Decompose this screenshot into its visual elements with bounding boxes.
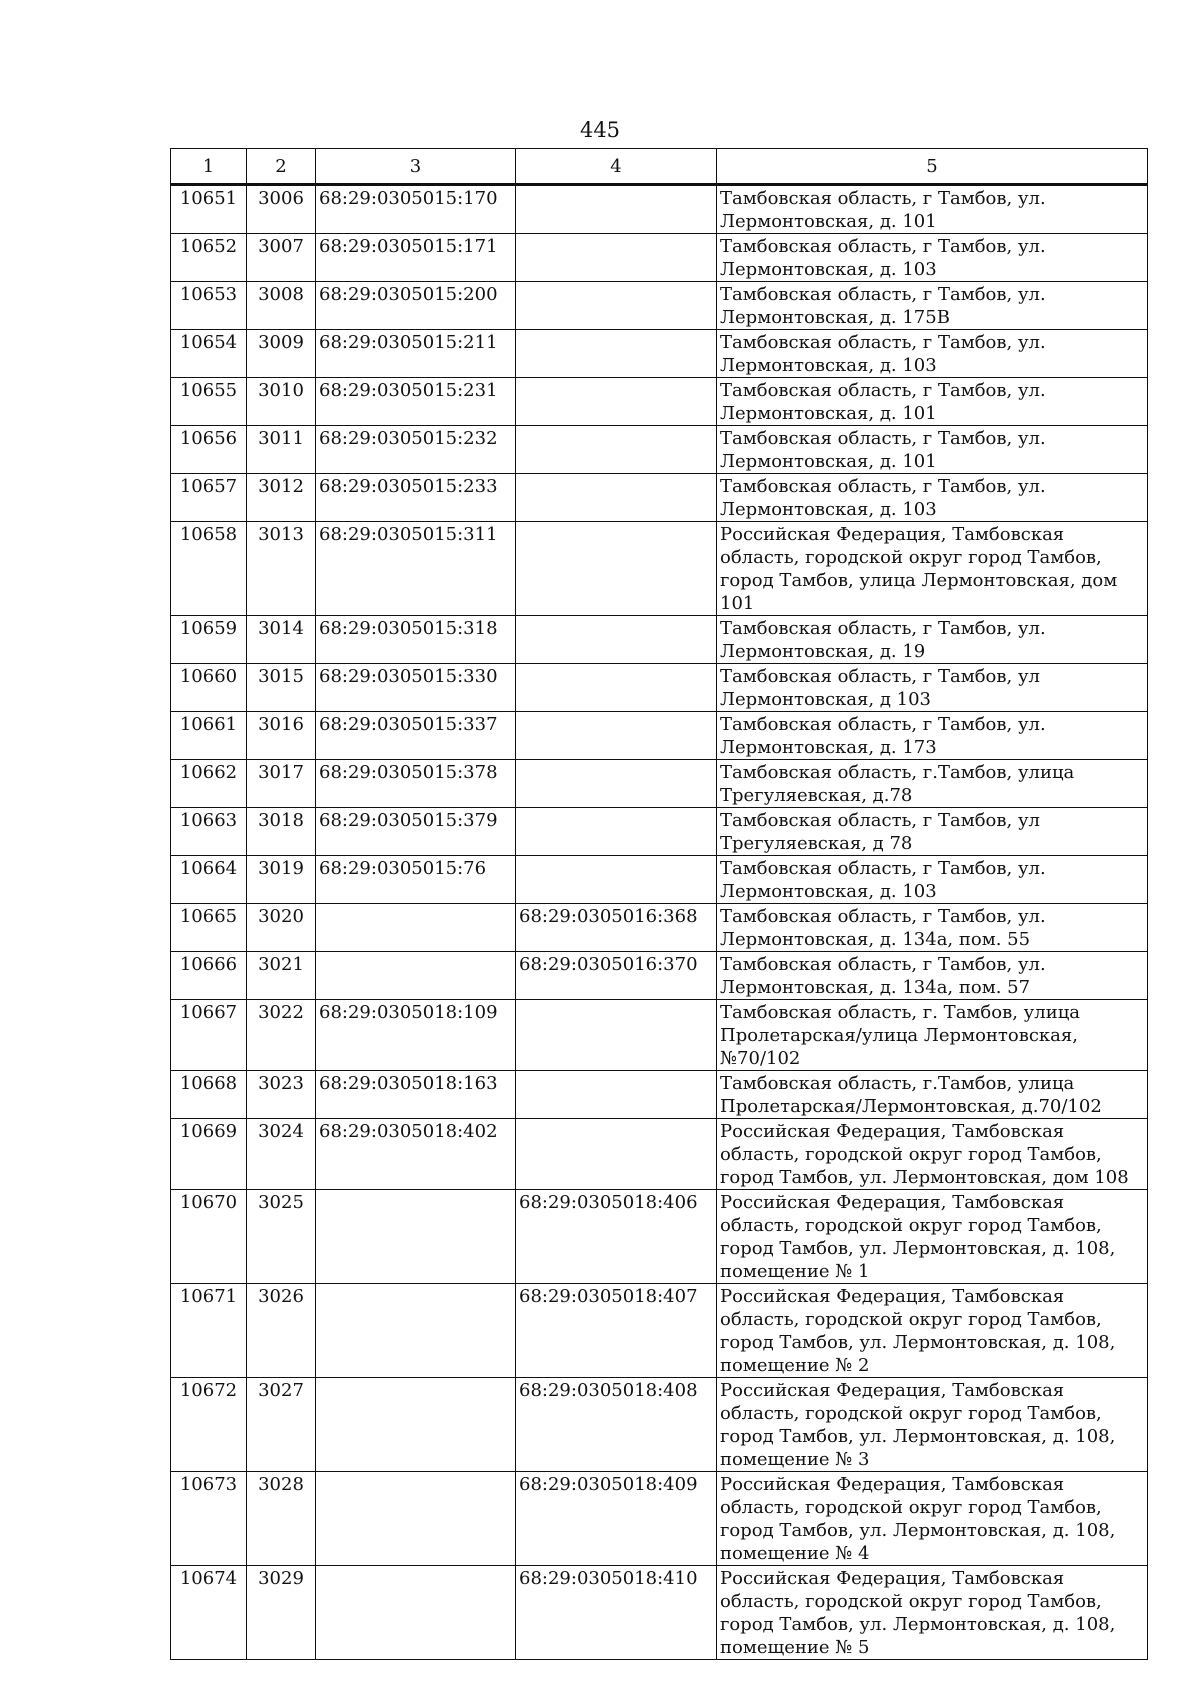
row-number: 10653 xyxy=(171,282,247,330)
row-number: 10667 xyxy=(171,1000,247,1071)
address: Тамбовская область, г Тамбов, ул. Лермонтовская, д. 175В xyxy=(717,282,1148,330)
table-row xyxy=(171,1284,1148,1378)
cadastral-number-premises: 68:29:0305018:407 xyxy=(516,1284,717,1378)
cadastral-number-premises xyxy=(516,185,717,234)
row-number: 10664 xyxy=(171,856,247,904)
object-number: 3018 xyxy=(247,808,316,856)
row-number: 10651 xyxy=(171,185,247,234)
cadastral-number-land xyxy=(316,904,516,952)
row-number: 10666 xyxy=(171,952,247,1000)
object-number: 3017 xyxy=(247,760,316,808)
table-row xyxy=(171,712,1148,760)
cadastral-number-land xyxy=(316,1472,516,1566)
object-number: 3027 xyxy=(247,1378,316,1472)
table-row xyxy=(171,616,1148,664)
table-row xyxy=(171,856,1148,904)
table-row xyxy=(171,1000,1148,1071)
column-header-2: 2 xyxy=(247,149,316,185)
row-number: 10665 xyxy=(171,904,247,952)
object-number: 3021 xyxy=(247,952,316,1000)
page-number: 445 xyxy=(579,118,621,142)
row-number: 10669 xyxy=(171,1119,247,1190)
cadastral-number-premises xyxy=(516,378,717,426)
row-number: 10660 xyxy=(171,664,247,712)
cadastral-number-premises xyxy=(516,474,717,522)
object-number: 3020 xyxy=(247,904,316,952)
table-header xyxy=(171,149,1148,185)
address: Тамбовская область, г Тамбов, ул. Лермонтовская, д. 101 xyxy=(717,426,1148,474)
address: Тамбовская область, г Тамбов, ул. Лермонтовская, д. 101 xyxy=(717,185,1148,234)
table-row xyxy=(171,664,1148,712)
object-number: 3013 xyxy=(247,522,316,616)
table-row xyxy=(171,426,1148,474)
cadastral-number-land: 68:29:0305015:311 xyxy=(316,522,516,616)
object-number: 3008 xyxy=(247,282,316,330)
cadastral-number-land: 68:29:0305015:379 xyxy=(316,808,516,856)
cadastral-number-premises xyxy=(516,1119,717,1190)
cadastral-number-premises xyxy=(516,664,717,712)
table-row xyxy=(171,808,1148,856)
table-row xyxy=(171,760,1148,808)
table-row xyxy=(171,1566,1148,1660)
cadastral-number-premises xyxy=(516,616,717,664)
table-row xyxy=(171,282,1148,330)
cadastral-number-land: 68:29:0305015:318 xyxy=(316,616,516,664)
row-number: 10663 xyxy=(171,808,247,856)
address: Тамбовская область, г Тамбов, ул. Лермонтовская, д. 173 xyxy=(717,712,1148,760)
cadastral-number-land xyxy=(316,952,516,1000)
table-row xyxy=(171,474,1148,522)
cadastral-number-land: 68:29:0305015:200 xyxy=(316,282,516,330)
object-number: 3019 xyxy=(247,856,316,904)
cadastral-number-premises xyxy=(516,760,717,808)
table-row xyxy=(171,952,1148,1000)
row-number: 10655 xyxy=(171,378,247,426)
row-number: 10670 xyxy=(171,1190,247,1284)
address: Тамбовская область, г Тамбов, ул. Лермонтовская, д. 134а, пом. 55 xyxy=(717,904,1148,952)
object-number: 3007 xyxy=(247,234,316,282)
address: Российская Федерация, Тамбовская область, городской округ город Тамбов, город Тамбов, ул. Лермонтовская, дом 108 xyxy=(717,1119,1148,1190)
object-number: 3006 xyxy=(247,185,316,234)
cadastral-number-land: 68:29:0305015:330 xyxy=(316,664,516,712)
row-number: 10657 xyxy=(171,474,247,522)
address: Российская Федерация, Тамбовская область, городской округ город Тамбов, город Тамбов, ул. Лермонтовская, д. 108, помещение № 1 xyxy=(717,1190,1148,1284)
address: Тамбовская область, г.Тамбов, улица Трегуляевская, д.78 xyxy=(717,760,1148,808)
address: Тамбовская область, г Тамбов, ул. Лермонтовская, д. 101 xyxy=(717,378,1148,426)
cadastral-number-land: 68:29:0305015:231 xyxy=(316,378,516,426)
header-row xyxy=(171,149,1148,185)
cadastral-number-land: 68:29:0305018:402 xyxy=(316,1119,516,1190)
cadastral-number-premises: 68:29:0305016:370 xyxy=(516,952,717,1000)
row-number: 10661 xyxy=(171,712,247,760)
cadastral-number-premises: 68:29:0305018:406 xyxy=(516,1190,717,1284)
table-row xyxy=(171,234,1148,282)
column-header-3: 3 xyxy=(316,149,516,185)
table-row xyxy=(171,904,1148,952)
address: Российская Федерация, Тамбовская область, городской округ город Тамбов, город Тамбов, ул. Лермонтовская, д. 108, помещение № 5 xyxy=(717,1566,1148,1660)
cadastral-number-land: 68:29:0305015:233 xyxy=(316,474,516,522)
cadastral-number-premises xyxy=(516,522,717,616)
table-body xyxy=(171,185,1148,1660)
address: Тамбовская область, г Тамбов, ул. Лермонтовская, д. 103 xyxy=(717,474,1148,522)
cadastral-number-premises xyxy=(516,808,717,856)
cadastral-number-premises: 68:29:0305016:368 xyxy=(516,904,717,952)
cadastral-number-premises xyxy=(516,712,717,760)
address: Тамбовская область, г. Тамбов, улица Пролетарская/улица Лермонтовская, №70/102 xyxy=(717,1000,1148,1071)
column-header-1: 1 xyxy=(171,149,247,185)
object-number: 3011 xyxy=(247,426,316,474)
row-number: 10671 xyxy=(171,1284,247,1378)
column-header-5: 5 xyxy=(717,149,1148,185)
address: Российская Федерация, Тамбовская область, городской округ город Тамбов, город Тамбов, ул. Лермонтовская, д. 108, помещение № 2 xyxy=(717,1284,1148,1378)
address: Тамбовская область, г Тамбов, ул. Лермонтовская, д. 134а, пом. 57 xyxy=(717,952,1148,1000)
object-number: 3012 xyxy=(247,474,316,522)
address: Тамбовская область, г Тамбов, ул. Лермонтовская, д. 103 xyxy=(717,234,1148,282)
cadastral-number-land xyxy=(316,1284,516,1378)
object-number: 3024 xyxy=(247,1119,316,1190)
row-number: 10654 xyxy=(171,330,247,378)
cadastral-number-premises: 68:29:0305018:408 xyxy=(516,1378,717,1472)
address: Российская Федерация, Тамбовская область, городской округ город Тамбов, город Тамбов, ул. Лермонтовская, д. 108, помещение № 3 xyxy=(717,1378,1148,1472)
row-number: 10656 xyxy=(171,426,247,474)
row-number: 10668 xyxy=(171,1071,247,1119)
cadastral-number-land xyxy=(316,1378,516,1472)
object-number: 3023 xyxy=(247,1071,316,1119)
row-number: 10674 xyxy=(171,1566,247,1660)
object-number: 3025 xyxy=(247,1190,316,1284)
cadastral-number-land: 68:29:0305015:211 xyxy=(316,330,516,378)
row-number: 10662 xyxy=(171,760,247,808)
cadastral-number-land: 68:29:0305015:337 xyxy=(316,712,516,760)
cadastral-number-land xyxy=(316,1190,516,1284)
object-number: 3028 xyxy=(247,1472,316,1566)
cadastral-number-premises xyxy=(516,234,717,282)
table-row xyxy=(171,330,1148,378)
column-header-4: 4 xyxy=(516,149,717,185)
cadastral-number-land: 68:29:0305015:171 xyxy=(316,234,516,282)
cadastral-number-premises: 68:29:0305018:409 xyxy=(516,1472,717,1566)
address: Тамбовская область, г Тамбов, ул. Лермонтовская, д. 19 xyxy=(717,616,1148,664)
table-row xyxy=(171,522,1148,616)
cadastral-number-land xyxy=(316,1566,516,1660)
object-number: 3014 xyxy=(247,616,316,664)
row-number: 10672 xyxy=(171,1378,247,1472)
address: Тамбовская область, г Тамбов, ул Трегуляевская, д 78 xyxy=(717,808,1148,856)
table-row xyxy=(171,1190,1148,1284)
object-number: 3010 xyxy=(247,378,316,426)
address: Российская Федерация, Тамбовская область, городской округ город Тамбов, город Тамбов, ул. Лермонтовская, д. 108, помещение № 4 xyxy=(717,1472,1148,1566)
cadastral-number-premises xyxy=(516,330,717,378)
cadastral-number-land: 68:29:0305018:163 xyxy=(316,1071,516,1119)
cadastral-number-land: 68:29:0305015:378 xyxy=(316,760,516,808)
table-row xyxy=(171,185,1148,234)
row-number: 10673 xyxy=(171,1472,247,1566)
address: Тамбовская область, г Тамбов, ул Лермонтовская, д 103 xyxy=(717,664,1148,712)
cadastral-number-land: 68:29:0305015:232 xyxy=(316,426,516,474)
row-number: 10658 xyxy=(171,522,247,616)
object-number: 3015 xyxy=(247,664,316,712)
cadastral-number-premises xyxy=(516,1000,717,1071)
object-number: 3009 xyxy=(247,330,316,378)
registry-table xyxy=(170,148,1148,1660)
address: Российская Федерация, Тамбовская область, городской округ город Тамбов, город Тамбов, улица Лермонтовская, дом 101 xyxy=(717,522,1148,616)
cadastral-number-land: 68:29:0305015:170 xyxy=(316,185,516,234)
object-number: 3026 xyxy=(247,1284,316,1378)
row-number: 10659 xyxy=(171,616,247,664)
object-number: 3016 xyxy=(247,712,316,760)
table-row xyxy=(171,378,1148,426)
object-number: 3029 xyxy=(247,1566,316,1660)
cadastral-number-premises: 68:29:0305018:410 xyxy=(516,1566,717,1660)
table-row xyxy=(171,1071,1148,1119)
cadastral-number-premises xyxy=(516,856,717,904)
address: Тамбовская область, г Тамбов, ул. Лермонтовская, д. 103 xyxy=(717,330,1148,378)
cadastral-number-premises xyxy=(516,1071,717,1119)
object-number: 3022 xyxy=(247,1000,316,1071)
address: Тамбовская область, г.Тамбов, улица Пролетарская/Лермонтовская, д.70/102 xyxy=(717,1071,1148,1119)
cadastral-number-premises xyxy=(516,426,717,474)
cadastral-number-land: 68:29:0305015:76 xyxy=(316,856,516,904)
table-row xyxy=(171,1119,1148,1190)
row-number: 10652 xyxy=(171,234,247,282)
table-row xyxy=(171,1472,1148,1566)
cadastral-number-premises xyxy=(516,282,717,330)
table-row xyxy=(171,1378,1148,1472)
cadastral-number-land: 68:29:0305018:109 xyxy=(316,1000,516,1071)
address: Тамбовская область, г Тамбов, ул. Лермонтовская, д. 103 xyxy=(717,856,1148,904)
